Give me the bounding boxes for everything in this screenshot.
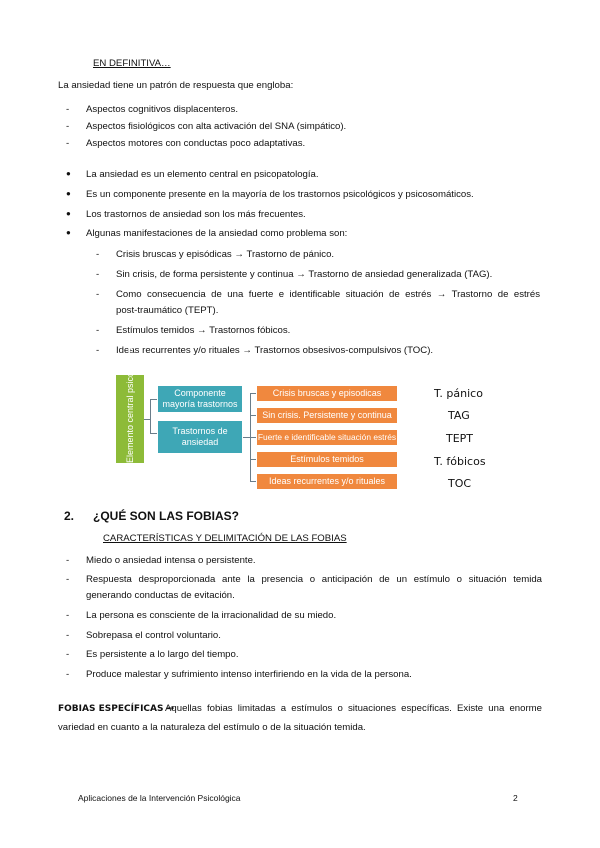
intro-text: La ansiedad tiene un patrón de respuesta que engloba:: [58, 80, 294, 91]
diagram-leaf-label: Crisis bruscas y episodicas: [272, 388, 382, 398]
connector: [243, 437, 250, 438]
diagram-mid-label: Componente mayoría trastornos: [162, 388, 238, 409]
diagram-mid-box-trastornos: [157, 420, 243, 454]
diagram-leaf-box: [256, 407, 398, 424]
page-number: 2: [513, 793, 518, 803]
list-item: Como consecuencia de una fuerte e identificable situación de estrés → Trastorno de estrés: [116, 289, 540, 300]
diagram-leaf-box: [256, 385, 398, 402]
diagram-leaf-box: [256, 429, 398, 446]
handwritten-note: TOC: [448, 477, 472, 490]
list-item: Miedo o ansiedad intensa o persistente.: [86, 555, 256, 566]
list-item: La persona es consciente de la irracionalidad de su miedo.: [86, 610, 337, 621]
diagram-root-label: Elemento central psicopatología: [125, 334, 135, 463]
list-item: Aspectos cognitivos displacenteros.: [86, 104, 238, 115]
dash-marker: -: [96, 345, 100, 356]
list-item: Respuesta desproporcionada ante la presencia o anticipación de un estímulo o situación temida: [86, 574, 542, 585]
heading-en-definitiva: EN DEFINITIVA…: [93, 58, 171, 69]
list-item: Aspectos motores con conductas poco adaptativas.: [86, 138, 306, 149]
bullet-icon: ●: [66, 189, 71, 198]
diagram-leaf-box: [256, 473, 398, 490]
list-item: La ansiedad es un elemento central en psicopatología.: [86, 169, 319, 180]
diagram-leaf-box: [256, 451, 398, 468]
list-item-continuation: post-traumático (TEPT).: [116, 305, 219, 316]
dash-marker: -: [66, 669, 70, 680]
list-item: Sobrepasa el control voluntario.: [86, 630, 221, 641]
diagram-mid-box-componente: [157, 385, 243, 413]
fobias-especificas-term: FOBIAS ESPECÍFICAS →: [58, 704, 175, 714]
list-item: Es un componente presente en la mayoría de los trastornos psicológicos y psicosomáticos.: [86, 189, 474, 200]
dash-marker: -: [66, 630, 70, 641]
fobias-especificas-label: [58, 703, 174, 714]
section-number: 2.: [64, 509, 75, 523]
list-item: Ideas recurrentes y/o rituales → Trastornos obsesivos-compulsivos (TOC).: [116, 345, 434, 356]
dash-marker: -: [66, 610, 70, 621]
dash-marker: -: [96, 289, 100, 300]
diagram-leaf-label: Sin crisis. Persistente y continua: [262, 410, 392, 420]
list-item: Produce malestar y sufrimiento intenso interfiriendo en la vida de la persona.: [86, 669, 412, 680]
list-item: Crisis bruscas y episódicas → Trastorno de pánico.: [116, 249, 335, 260]
dash-marker: -: [66, 574, 70, 585]
diagram-mid-label: Trastornos de ansiedad: [172, 426, 228, 447]
dash-marker: -: [96, 269, 100, 280]
dash-marker: -: [66, 555, 70, 566]
connector: [150, 399, 151, 433]
dash-marker: -: [66, 121, 70, 132]
list-item: Algunas manifestaciones de la ansiedad como problema son:: [86, 228, 348, 239]
list-item: Los trastornos de ansiedad son los más frecuentes.: [86, 209, 306, 220]
dash-marker: -: [96, 325, 100, 336]
diagram-leaf-label: Estímulos temidos: [290, 454, 364, 464]
section-subtitle: CARACTERÍSTICAS Y DELIMITACIÓN DE LAS FOBIAS: [103, 533, 347, 544]
handwritten-note: TEPT: [446, 432, 474, 445]
handwritten-note: T. fóbicos: [434, 455, 486, 468]
handwritten-note: TAG: [448, 409, 470, 422]
dash-marker: -: [66, 104, 70, 115]
diagram-leaf-label: Ideas recurrentes y/o rituales: [268, 476, 386, 486]
footer-title: Aplicaciones de la Intervención Psicológica: [78, 793, 241, 803]
dash-marker: -: [66, 138, 70, 149]
list-item-continuation: generando conductas de evitación.: [86, 590, 235, 601]
list-item: Estímulos temidos → Trastornos fóbicos.: [116, 325, 291, 336]
fobias-especificas-text: Aquellas fobias limitadas a estímulos o situaciones específicas. Existe una enorme: [165, 703, 542, 714]
dash-marker: -: [96, 249, 100, 260]
list-item: Es persistente a lo largo del tiempo.: [86, 649, 239, 660]
bullet-icon: ●: [66, 169, 71, 178]
diagram-leaf-label: Fuerte e identificable situación estrés: [257, 432, 397, 442]
fobias-especificas-text-continuation: variedad en cuanto a la naturaleza del estímulo o de la situación temida.: [58, 722, 366, 733]
list-item: Aspectos fisiológicos con alta activación del SNA (simpático).: [86, 121, 347, 132]
section-title: ¿QUÉ SON LAS FOBIAS?: [93, 509, 240, 523]
diagram-root-box: [116, 334, 144, 463]
bullet-icon: ●: [66, 209, 71, 218]
dash-marker: -: [66, 649, 70, 660]
list-item: Sin crisis, de forma persistente y continua → Trastorno de ansiedad generalizada (TAG).: [116, 269, 493, 280]
handwritten-note: T. pánico: [434, 387, 483, 400]
bullet-icon: ●: [66, 228, 71, 237]
